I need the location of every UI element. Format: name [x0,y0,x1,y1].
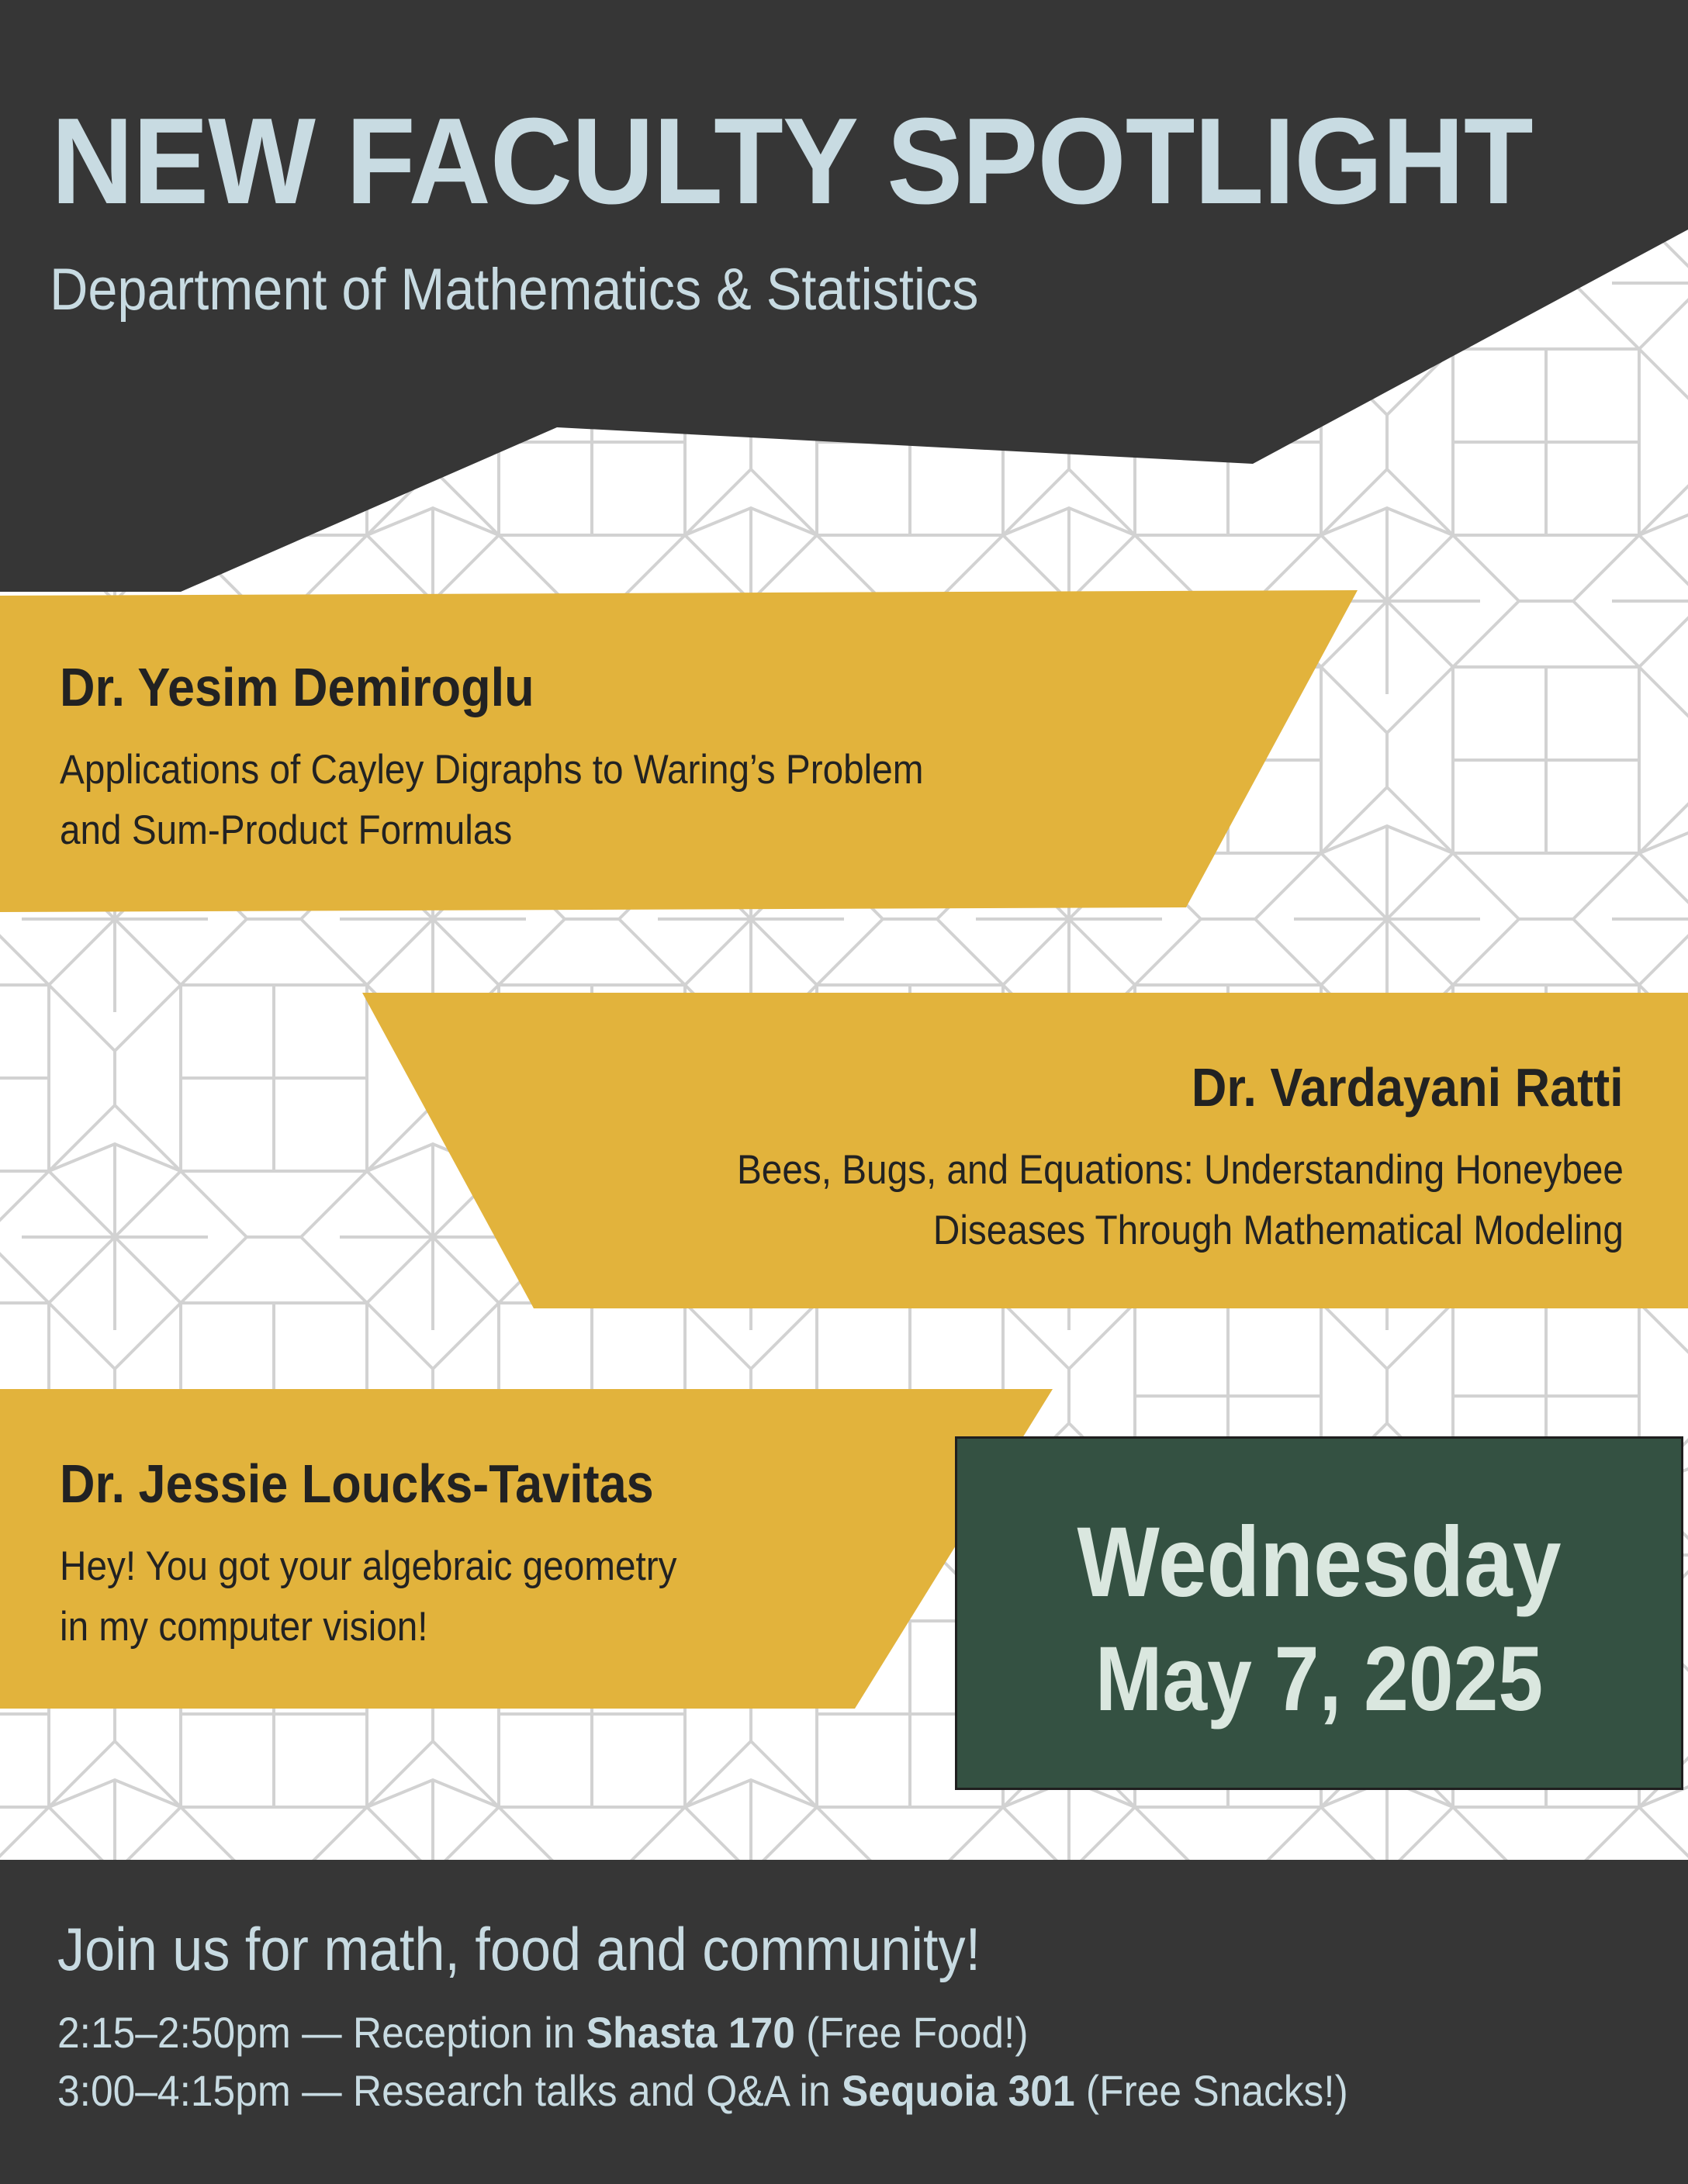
schedule-time: 2:15–2:50pm — Reception in [57,2008,586,2057]
speaker-3-name: Dr. Jessie Loucks-Tavitas [60,1453,654,1514]
speaker-3-talk-line-1: Hey! You got your algebraic geometry [60,1543,677,1589]
schedule-note: (Free Snacks!) [1074,2066,1348,2115]
speaker-3-talk-line-2: in my computer vision! [60,1604,428,1650]
footer [0,1860,1688,2184]
speaker-2-talk-line-1: Bees, Bugs, and Equations: Understanding Honeybee [737,1147,1624,1193]
footer-headline: Join us for math, food and community! [57,1915,981,1983]
speaker-1-name: Dr. Yesim Demiroglu [60,657,534,717]
schedule-time: 3:00–4:15pm — Research talks and Q&A in [57,2066,842,2115]
department-subtitle: Department of Mathematics & Statistics [50,257,979,323]
schedule-place: Sequoia 301 [841,2066,1075,2115]
schedule-place: Shasta 170 [586,2008,795,2057]
speaker-1-talk-line-2: and Sum-Product Formulas [60,807,513,853]
schedule-note: (Free Food!) [794,2008,1029,2057]
schedule-line-1 [57,2007,1028,2058]
event-weekday: Wednesday [1077,1507,1562,1618]
event-date: May 7, 2025 [1095,1628,1544,1730]
schedule-line-2 [57,2065,1348,2116]
speaker-2-talk-line-2: Diseases Through Mathematical Modeling [933,1208,1624,1253]
page-title: NEW FACULTY SPOTLIGHT [51,93,1533,230]
event-date-box [955,1436,1683,1790]
speaker-2-name: Dr. Vardayani Ratti [1192,1057,1624,1118]
speaker-1-talk-line-1: Applications of Cayley Digraphs to Waring’s Problem [60,747,924,793]
